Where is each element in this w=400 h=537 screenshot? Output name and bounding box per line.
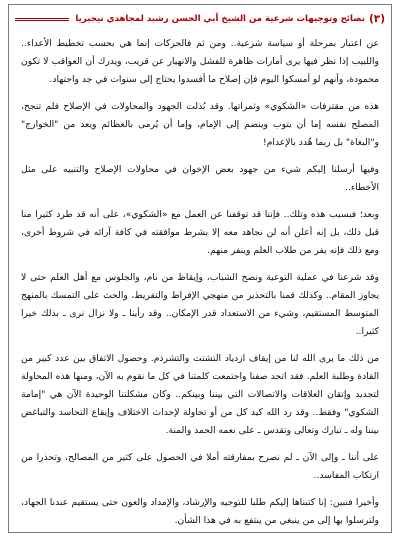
body-text [21, 35, 379, 526]
page-number: (٣) [368, 13, 385, 25]
paragraph: وأخيرا فنبين: إنا كتبناها إليكم طلبا للتوجيه والإرشاد، والإمداد والعون حتى يستقيم عندنا الجهاد، ولترسلوا بها إلى من ينبغي من ينتفع به في هذا الشأن. [21, 497, 379, 526]
page-header [15, 9, 385, 29]
running-title: نصائح وتوجيهات شرعية من الشيخ أبي الحسن رشيد لمجاهدي نيجيريا [75, 14, 365, 24]
header-rule [15, 18, 69, 21]
paragraph: على أننا ـ وإلى الآن ـ لم نصرح بمفارقته أملا في الحصول على كثير من المصالح، وتحذرا من ارتكاب المفاسد.. [21, 452, 379, 481]
paragraph: وبعد؛ فبسبب هذه وتلك.. فإننا قد توقفنا عن العمل مع «الشكوي»، على أنه قد طرد كثيرا منا قبل ذلك، بل إنه أعلن أنه لن نجاهد معه إلا بشرط موافقته في كافة آرائه في شروط أخرى، ومع ذلك فإنه يفر من طلاب العلم وينفر منهم. [21, 209, 379, 256]
paragraph: عن اعتبار بمرحلة أو سياسة شرعية.. ومن ثم فالحركات إنما هي بحسب تخطيط الأعداء.. واللبيب إذا نظر فيها يرى أمارات ظاهرة للفشل والانهيار عن قريب، ويدرك أن العواقب لا تكون محمودة، وأنهم لو أمسكوا اليوم فإن إصلاح ما أفسدوا يحتاج إلى سنوات في جد واجتهاد. [21, 38, 379, 85]
paragraph: وفيها أرسلنا إليكم شيء من جهود بعض الإخوان في محاولات الإصلاح والتنبيه على مثل الأخطاء.. [21, 164, 379, 193]
paragraph: وقد شرعنا في عملية التوعية ونصح الشباب، وإيقاظ من نام، والجلوس مع أهل العلم حتى لا يجاوز المقام.. وكذلك قمنا بالتحذير من منهجي الإفراط والتفريط، والحث على التمسك بالمنهج المتوسط المستقيم، وشيء من الاستعداد قدر الإمكان.. وقد رأينا ـ ولا نزال نرى ـ بذلك خيرا كثيرا.. [21, 272, 379, 337]
paragraph: هذه من مقترفات «الشكوي» وثمراتها. وقد بُذلت الجهود والمحاولات في الإصلاح فلم تنجح، المصلح نفسه إما أن يتوب وينضم إلى الإمام، وإما أن يُرمى بالعظائم ويعد من "الخوارج" و"البغاة" بل ربما هُدد بالإعدام! [21, 101, 379, 148]
paragraph: من ذلك ما يرى الله لنا من إيقاف ازدياد التشتت والتشرذم. وحصول الاتفاق بين عدد كبير من القادة وطلبة العلم. فقد اتحد صفنا واجتمعت كلمتنا في كل ما نقوم به الآن، ومنها هذه المحاولة لتجديد وإتقان العلاقات والاتصالات التي بيننا وبينكم.. وكان مشكلتنا الوحيدة الآن هي "إمامة الشكوي" وفقط.. وقد رد الله كيد كل من أو تحاولة لإحداث الاختلاف وإيقاع التحاسد والتباغض بيننا وله ـ تبارك وتعالى وتقدس ـ على نعمه الحمد والمنة. [21, 353, 379, 436]
document-page [8, 4, 392, 533]
